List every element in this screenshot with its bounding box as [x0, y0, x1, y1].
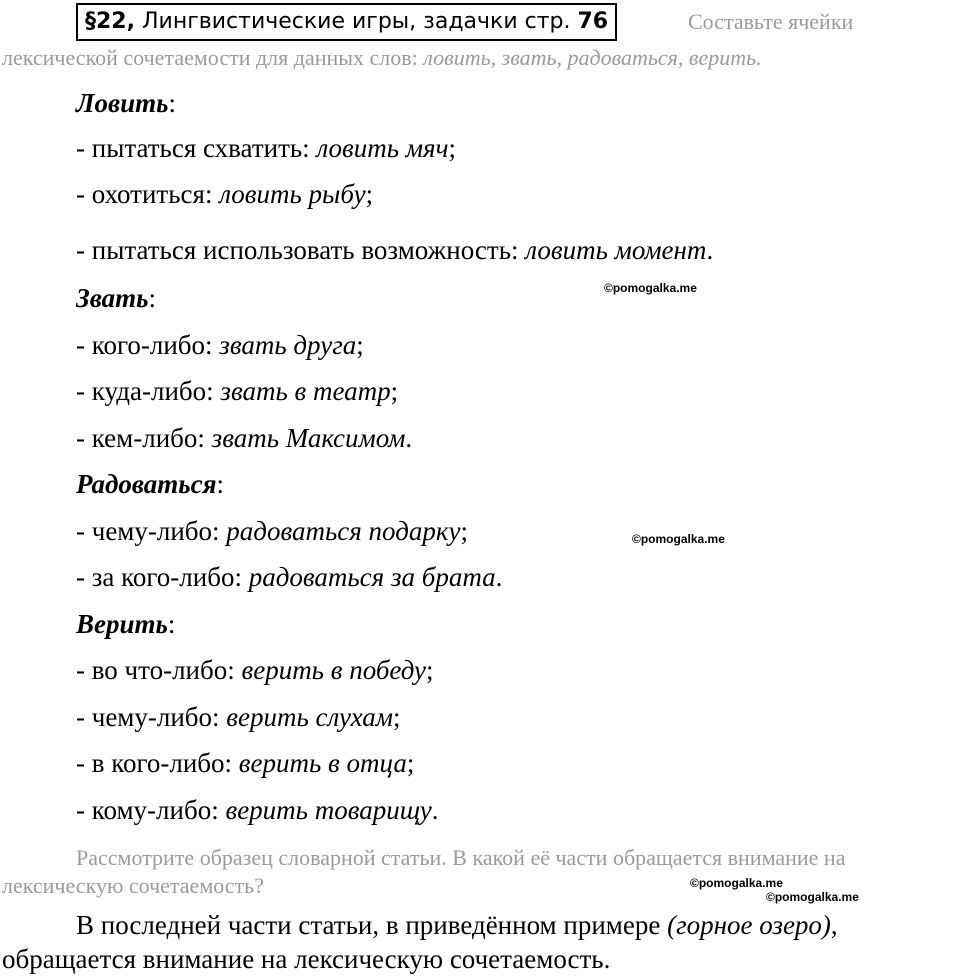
- entry-item: - пытаться использовать возможность: ловить момент.: [76, 235, 714, 265]
- question-line1: Рассмотрите образец словарной статьи. В какой её части обращается внимание на: [76, 845, 846, 870]
- entry-item: - кого-либо: звать друга;: [76, 330, 364, 360]
- task-text-line2: [2, 45, 762, 71]
- entry-item: - чему-либо: радоваться подарку;: [76, 516, 468, 546]
- entry-item: - чему-либо: верить слухам;: [76, 702, 401, 732]
- entry-item: - кем-либо: звать Максимом.: [76, 423, 413, 453]
- page-number: 76: [577, 9, 609, 34]
- answer-line1: В последней части статьи, в приведённом примере (горное озеро),: [76, 910, 838, 940]
- entry-item: - куда-либо: звать в театр;: [76, 376, 399, 406]
- section-header: [76, 3, 617, 41]
- watermark: ©pomogalka.me: [632, 532, 725, 546]
- task-text-line1: Составьте ячейки: [688, 9, 854, 34]
- entry-item: - в кого-либо: верить в отца;: [76, 748, 415, 778]
- entry-item: - во что-либо: верить в победу;: [76, 655, 434, 685]
- answer-line2: обращается внимание на лексическую сочетаемость.: [2, 944, 611, 974]
- entry-item: - за кого-либо: радоваться за брата.: [76, 562, 503, 592]
- entry-heading: Радоваться:: [76, 469, 224, 499]
- watermark: ©pomogalka.me: [690, 876, 783, 890]
- task-text-plain: лексической сочетаемости для данных слов:: [2, 45, 418, 70]
- entry-heading: Звать:: [76, 283, 156, 313]
- entry-heading: Верить:: [76, 609, 176, 639]
- section-number: §22,: [85, 9, 135, 34]
- watermark: ©pomogalka.me: [604, 281, 697, 295]
- entry-item: - охотиться: ловить рыбу;: [76, 179, 374, 209]
- task-words: ловить, звать, радоваться, верить.: [423, 45, 762, 70]
- header-title: Лингвистические игры, задачки стр.: [141, 9, 571, 34]
- entry-heading: Ловить:: [76, 88, 176, 118]
- entry-item: - пытаться схватить: ловить мяч;: [76, 133, 456, 163]
- watermark: ©pomogalka.me: [766, 890, 859, 904]
- entry-item: - кому-либо: верить товарищу.: [76, 795, 439, 825]
- question-line2: лексическую сочетаемость?: [2, 873, 264, 898]
